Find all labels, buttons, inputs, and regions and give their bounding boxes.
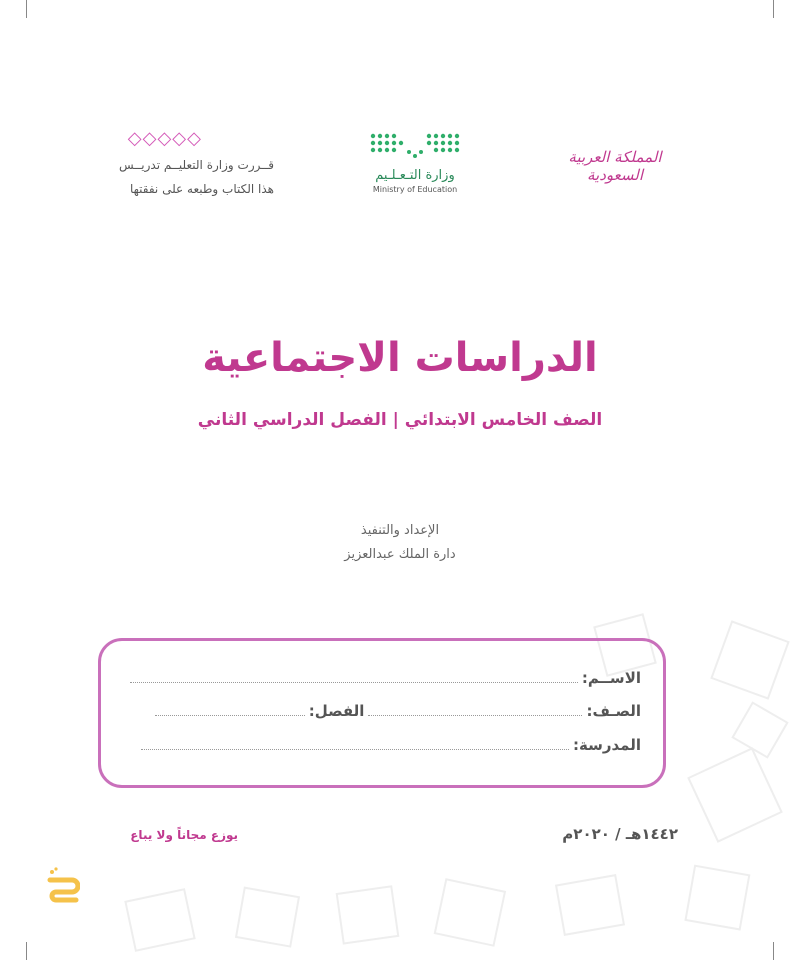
prep-organization: دارة الملك عبدالعزيز [344, 547, 456, 562]
section-field[interactable] [155, 705, 305, 716]
book-subtitle: الصف الخامس الابتدائي | الفصل الدراسي الثاني [197, 410, 603, 430]
book-title: الدراسات الاجتماعية [202, 335, 598, 381]
school-label: المدرسة: [573, 736, 641, 754]
preparation-credit [0, 519, 800, 567]
decree-line-2: هذا الكتاب وطبعه على نفقتها [129, 182, 274, 196]
moe-dots-icon [369, 132, 461, 162]
name-row [126, 669, 641, 687]
ksa-calligraphy-logo: المملكة العربية السعودية [568, 148, 662, 184]
publisher-logo-icon [46, 866, 80, 906]
school-row [137, 736, 641, 754]
decree-line-1: قــررت وزارة التعليــم تدريــس [118, 158, 274, 172]
ministry-decree [14, 153, 274, 201]
grade-row [151, 702, 641, 720]
moe-english-name: Ministry of Education [372, 185, 458, 194]
moe-arabic-name: وزارة التـعـلـيم [375, 168, 455, 183]
grade-field[interactable] [368, 705, 582, 716]
student-info-box [98, 638, 666, 788]
school-field[interactable] [141, 739, 569, 750]
section-label: الفصل: [308, 702, 365, 720]
grade-label: الصـف: [586, 702, 641, 720]
name-label: الاســم: [581, 669, 641, 687]
decorative-diamonds: ◇◇◇◇◇ [127, 128, 202, 149]
free-distribution-notice: يوزع مجاناً ولا يباع [130, 828, 238, 842]
publication-year: ١٤٤٢هـ / ٢٠٢٠م [562, 825, 678, 843]
ministry-of-education-logo [340, 132, 490, 194]
prep-label: الإعداد والتنفيذ [360, 523, 440, 538]
name-field[interactable] [130, 672, 578, 683]
